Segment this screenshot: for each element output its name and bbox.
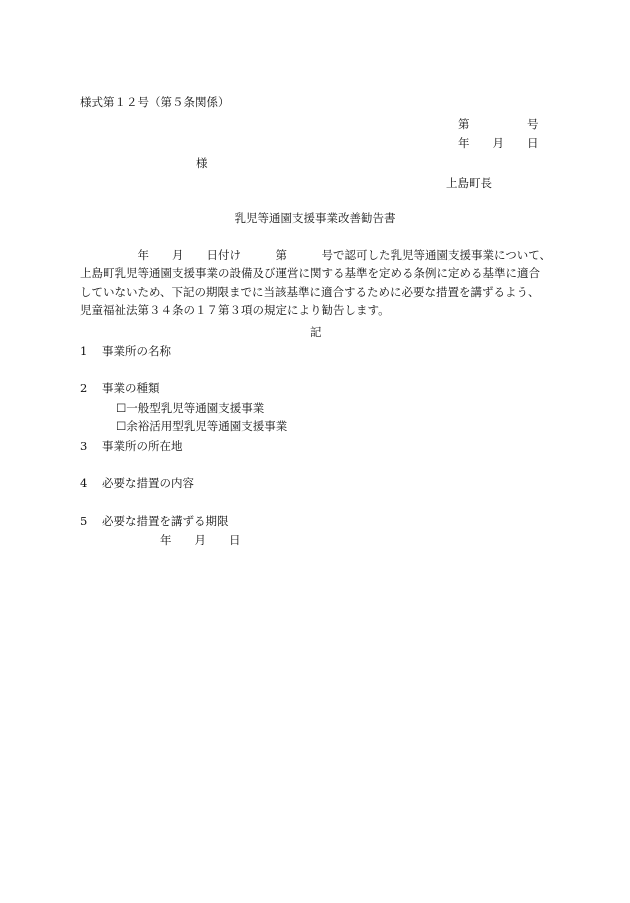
item-number: 3 — [80, 439, 88, 453]
body-line-1: 年 月 日付け 第 号で認可した乳児等通園支援事業について、 — [80, 248, 552, 262]
item-label: 事業所の名称 — [102, 344, 171, 358]
body-line-2: 上島町乳児等通園支援事業の設備及び運営に関する基準を定める条例に定める基準に適合 — [80, 266, 540, 280]
item-label: 事業の種類 — [102, 381, 160, 395]
item-number: 2 — [80, 381, 88, 395]
item-business-location — [80, 441, 183, 453]
item-label: 事業所の所在地 — [102, 439, 183, 453]
item-business-type — [80, 383, 160, 395]
item-number: 4 — [80, 476, 88, 490]
addressee-honorific: 様 — [196, 156, 208, 170]
type-option-general: ☐一般型乳児等通園支援事業 — [116, 401, 265, 415]
item-number: 1 — [80, 344, 88, 358]
document-title: 乳児等通園支援事業改善勧告書 — [234, 211, 396, 225]
form-label: 様式第１２号（第５条関係） — [80, 95, 230, 109]
body-line-3: していないため、下記の期限までに当該基準に適合するために必要な措置を講ずるよう、 — [80, 285, 540, 299]
item-measures-deadline — [80, 516, 229, 528]
issuer-name: 上島町長 — [446, 176, 492, 190]
ki-heading: 記 — [310, 325, 322, 339]
item-measures-content — [80, 478, 194, 490]
body-line-4: 児童福祉法第３４条の１７第３項の規定により勧告します。 — [80, 303, 390, 317]
item-number: 5 — [80, 514, 88, 528]
item-business-name — [80, 346, 171, 358]
document-date-label: 年 月 日 — [458, 136, 539, 150]
item-label: 必要な措置の内容 — [102, 476, 194, 490]
type-option-surplus: ☐余裕活用型乳児等通園支援事業 — [116, 419, 288, 433]
item-label: 必要な措置を講ずる期限 — [102, 514, 229, 528]
document-number-label: 第 号 — [458, 117, 539, 131]
deadline-date: 年 月 日 — [160, 533, 241, 547]
